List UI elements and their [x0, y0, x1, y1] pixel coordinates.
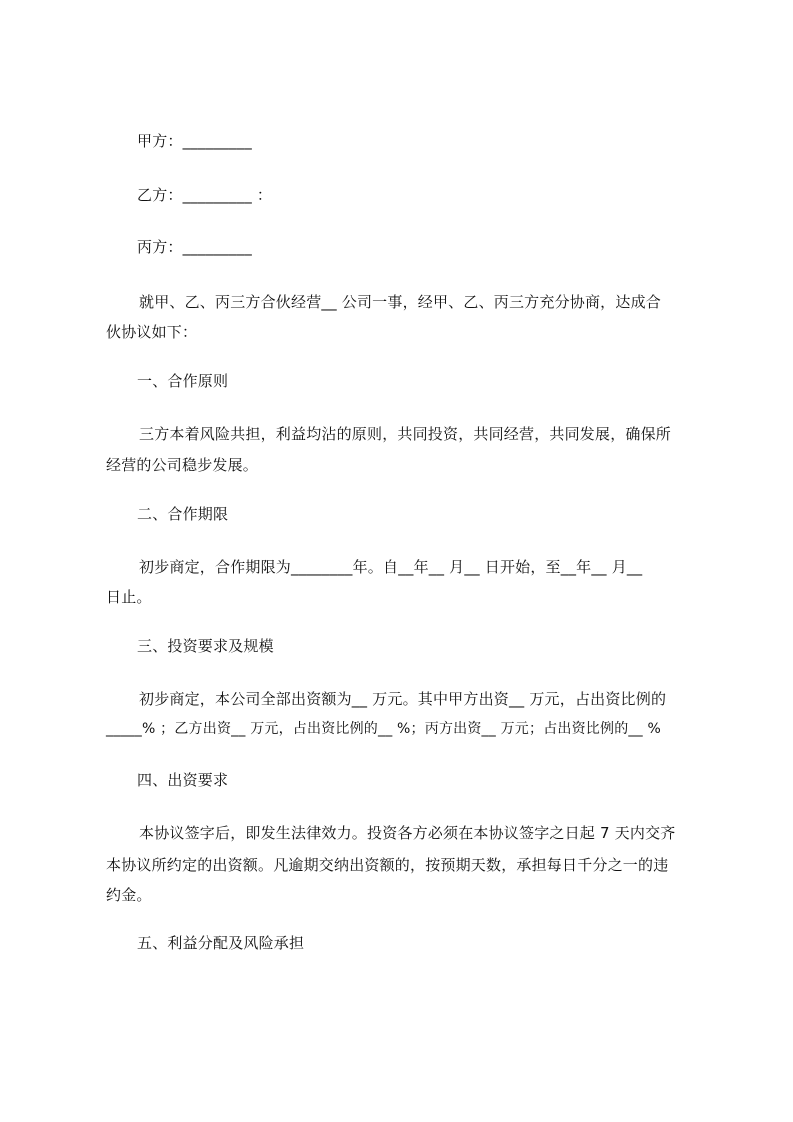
party-b-line: 乙方：_________ ： — [137, 186, 273, 204]
section-3-line-2: _____% ；乙方出资__ 万元，占出资比例的__ %；丙方出资__ 万元；占出资比例的__ % — [106, 721, 661, 737]
section-4-line-3: 约金。 — [106, 886, 152, 904]
section-1-title: 一、合作原则 — [137, 372, 229, 390]
section-2-line-2: 日止。 — [106, 588, 152, 606]
party-a-line: 甲方：_________ — [137, 132, 252, 150]
section-4-line-1: 本协议签字后，即发生法律效力。投资各方必须在本协议签字之日起 7 天内交齐 — [139, 824, 676, 842]
party-c-line: 丙方：_________ — [137, 238, 252, 256]
intro-line-2: 伙协议如下： — [106, 323, 198, 341]
section-4-line-2: 本协议所约定的出资额。凡逾期交纳出资额的，按预期天数，承担每日千分之一的违 — [106, 856, 669, 874]
section-3-line-1: 初步商定，本公司全部出资额为__ 万元。其中甲方出资__ 万元，占出资比例的 — [139, 690, 667, 708]
intro-line-1: 就甲、乙、丙三方合伙经营__ 公司一事，经甲、乙、丙三方充分协商，达成合 — [139, 293, 661, 311]
section-2-line-1: 初步商定，合作期限为________年。自__年__ 月__ 日开始，至__年__ 月__ — [139, 558, 643, 576]
section-3-title: 三、投资要求及规模 — [137, 637, 274, 655]
section-4-title: 四、出资要求 — [137, 771, 229, 789]
section-1-line-2: 经营的公司稳步发展。 — [106, 456, 259, 474]
section-1-line-1: 三方本着风险共担，利益均沾的原则，共同投资，共同经营，共同发展，确保所 — [139, 425, 672, 443]
section-5-title: 五、利益分配及风险承担 — [137, 934, 305, 952]
section-2-title: 二、合作期限 — [137, 505, 229, 523]
